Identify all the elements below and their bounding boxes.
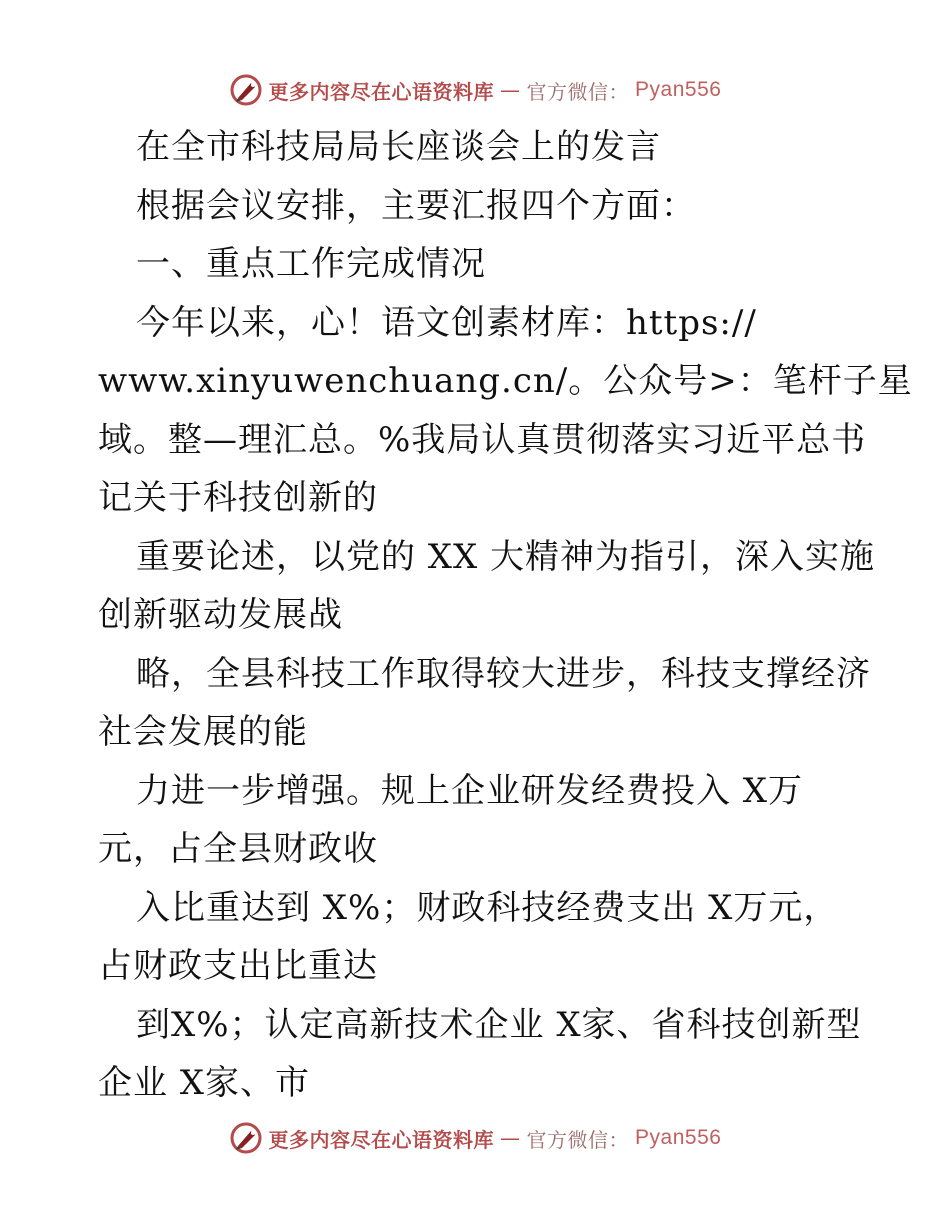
paragraph-line: 社会发展的能 — [98, 712, 308, 752]
paragraph-line: 创新驱动发展战 — [98, 595, 343, 635]
paragraph-line: 入比重达到 X%；财政科技经费支出 X万元， — [136, 887, 839, 928]
paragraph-line: 略，全县科技工作取得较大进步，科技支撑经济 — [136, 653, 871, 694]
paragraph-line: 重要论述，以党的 XX 大精神为指引，深入实施 — [136, 536, 876, 577]
pen-nib-logo-icon — [229, 1121, 263, 1155]
paragraph-line: 占财政支出比重达 — [98, 946, 378, 986]
section-heading: 一、重点工作完成情况 — [136, 244, 486, 284]
footer-banner-main-text: 更多内容尽在心语资料库 — [268, 1127, 495, 1152]
header-banner-contact-label: 官方微信： — [526, 79, 630, 104]
footer-banner — [0, 1118, 950, 1158]
header-banner-main-text: 更多内容尽在心语资料库 — [268, 79, 495, 104]
footer-banner-separator: — — [500, 1126, 521, 1150]
paragraph-line: 域。整—理汇总。%我局认真贯彻落实习近平总书 — [98, 419, 867, 460]
paragraph-line: 元，占全县财政收 — [98, 829, 378, 869]
paragraph-line: 力进一步增强。规上企业研发经费投入 X万 — [136, 770, 804, 811]
paragraph-line: 记关于科技创新的 — [98, 478, 378, 518]
paragraph-line: www.xinyuwenchuang.cn/。公众号>：笔杆子星 — [98, 361, 913, 401]
header-banner-wechat-id: Pyan556 — [635, 78, 722, 101]
paragraph-line: 根据会议安排，主要汇报四个方面： — [136, 185, 696, 226]
header-banner — [0, 70, 950, 110]
paragraph-line: 企业 X家、市 — [98, 1063, 311, 1103]
footer-banner-wechat-id: Pyan556 — [635, 1126, 722, 1149]
document-body — [98, 118, 913, 1113]
paragraph-line: 到X%；认定高新技术企业 X家、省科技创新型 — [136, 1004, 862, 1045]
footer-banner-inner — [229, 1121, 722, 1155]
document-title: 在全市科技局局长座谈会上的发言 — [136, 127, 661, 167]
pen-nib-logo-icon — [229, 73, 263, 107]
paragraph-line: 今年以来，心！语文创素材库：https:// — [136, 302, 757, 343]
footer-banner-contact-label: 官方微信： — [526, 1127, 630, 1152]
header-banner-separator: — — [500, 78, 521, 102]
header-banner-inner — [229, 73, 722, 107]
